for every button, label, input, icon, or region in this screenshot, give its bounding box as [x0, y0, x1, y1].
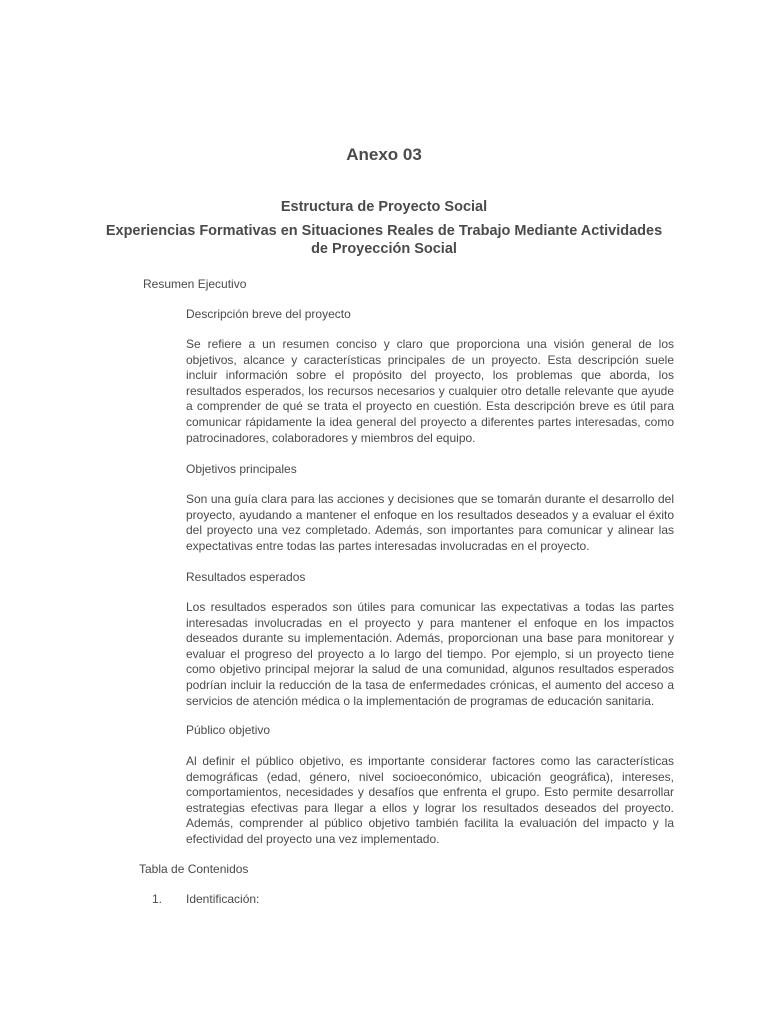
section-body-audience: Al definir el público objetivo, es importante considerar factores como las características demográficas (edad, género, nivel socioeconómico, ubicación geográfica), intereses, comportamientos, necesidades y desafíos que enfrenta el grupo. Esto permite desarrollar estrategias efectivas para llegar a ellos y lograr los resultados deseados del proyecto. Además, comprender al público objetivo también facilita la evaluación del impacto y la efectividad del proyecto una vez implementado.	[186, 754, 674, 846]
toc-item-label: Identificación:	[186, 892, 260, 906]
annex-title: Anexo 03	[346, 145, 422, 164]
section-heading-description: Descripción breve del proyecto	[186, 307, 351, 321]
section-body-description: Se refiere a un resumen conciso y claro que proporciona una visión general de los objetivos, alcance y características principales de un proyecto. Esta descripción suele incluir información sobre el propósito del proyecto, los problemas que aborda, los resultados esperados, los recursos necesarios y cualquier otro detalle relevante que ayude a comprender de qué se trata el proyecto en cuestión. Esta descripción breve es útil para comunicar rápidamente la idea general del proyecto a diferentes partes interesadas, como patrocinadores, colaboradores y miembros del equipo.	[186, 337, 674, 445]
section-heading-objectives: Objetivos principales	[186, 462, 297, 476]
section-heading-audience: Público objetivo	[186, 723, 271, 737]
section-body-results: Los resultados esperados son útiles para comunicar las expectativas a todas las partes interesadas involucradas en el proyecto y para mantener el enfoque en los impactos deseados durante su implementación. Además, proporcionan una base para monitorear y evaluar el progreso del proyecto a lo largo del tiempo. Por ejemplo, si un proyecto tiene como objetivo principal mejorar la salud de una comunidad, algunos resultados esperados podrían incluir la reducción de la tasa de enfermedades crónicas, el aumento del acceso a servicios de atención médica o la implementación de programas de educación sanitaria.	[186, 600, 674, 708]
section-heading-results: Resultados esperados	[186, 570, 306, 584]
structure-title: Estructura de Proyecto Social	[280, 199, 488, 215]
section-body-objectives: Son una guía clara para las acciones y decisiones que se tomarán durante el desarrollo del proyecto, ayudando a mantener el enfoque en los resultados deseados y a evaluar el éxito del proyecto una vez completado. Además, son importantes para comunicar y alinear las expectativas entre todas las partes interesadas involucradas en el proyecto.	[186, 492, 674, 553]
toc-item-number: 1.	[152, 892, 163, 906]
program-title: Experiencias Formativas en Situaciones Reales de Trabajo Mediante Actividades de Proyección Social	[105, 223, 663, 257]
table-of-contents-heading: Tabla de Contenidos	[139, 862, 249, 876]
executive-summary-heading: Resumen Ejecutivo	[143, 277, 247, 291]
